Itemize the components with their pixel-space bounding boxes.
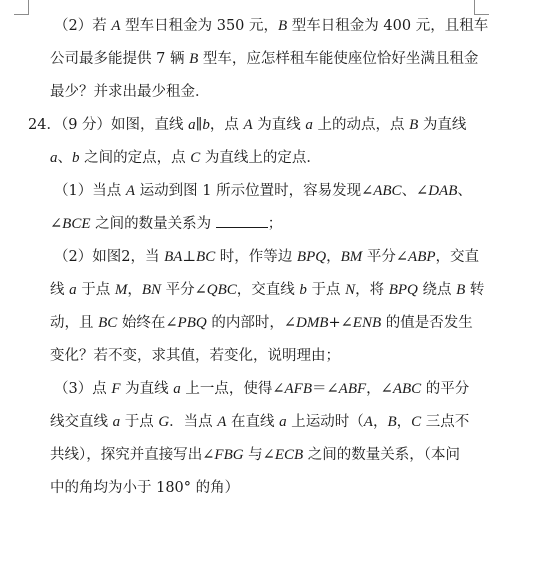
- text-run: 在直线: [226, 414, 280, 430]
- text-run: 共线），探究并直接写出∠: [50, 447, 215, 463]
- math-symbol: FBG: [214, 447, 244, 463]
- math-symbol: BC: [196, 249, 216, 265]
- math-symbol: BC: [98, 315, 118, 331]
- text-line: [50, 407, 469, 437]
- text-line: [54, 242, 479, 272]
- math-symbol: ECB: [274, 447, 304, 463]
- text-run: ，点: [209, 117, 244, 133]
- text-run: 最少？并求出最少租金．: [50, 84, 210, 100]
- text-run: 与∠: [243, 447, 275, 463]
- text-run: 于点: [306, 282, 346, 298]
- math-symbol: ABC: [373, 183, 402, 199]
- text-run: 上一点，使得∠: [180, 381, 285, 397]
- text-line: [50, 341, 340, 371]
- text-run: 中的角均为小于 180° 的角）: [50, 480, 240, 496]
- text-run: 为直线: [418, 117, 467, 133]
- text-run: 变化？若不变，求其值，若变化，说明理由；: [50, 348, 340, 364]
- math-symbol: DMB: [295, 315, 329, 331]
- math-symbol: N: [345, 282, 356, 298]
- math-symbol: a: [173, 381, 181, 397]
- text-run: ，∠: [366, 381, 393, 397]
- math-symbol: AFB: [284, 381, 312, 397]
- text-run: 为直线: [120, 381, 174, 397]
- text-line: [50, 473, 239, 503]
- text-run: 的内部时，∠: [206, 315, 296, 331]
- answer-blank: [216, 213, 268, 228]
- math-symbol: DAB: [428, 183, 458, 199]
- text-run: 为直线上的定点．: [200, 150, 321, 166]
- text-line: [50, 308, 473, 338]
- text-run: （1）当点: [54, 183, 126, 199]
- text-run: 、∠: [401, 183, 429, 199]
- text-run: 绕点: [417, 282, 457, 298]
- math-symbol: B: [456, 282, 466, 298]
- text-run: ，交直: [435, 249, 480, 265]
- math-symbol: BM: [340, 249, 363, 265]
- math-symbol: A: [125, 183, 136, 199]
- text-line: [50, 143, 321, 173]
- text-line: [50, 77, 210, 107]
- math-symbol: QBC: [206, 282, 237, 298]
- text-run: 三点不: [421, 414, 470, 430]
- text-run: 线: [50, 282, 70, 298]
- math-symbol: a: [305, 117, 313, 133]
- text-run: ∠: [50, 216, 63, 232]
- text-run: ，交直线: [236, 282, 300, 298]
- math-symbol: BN: [141, 282, 161, 298]
- text-line: [50, 209, 282, 239]
- text-run: （3）点: [54, 381, 112, 397]
- text-run: 时，作等边: [215, 249, 297, 265]
- math-symbol: b: [72, 150, 80, 166]
- text-run: ，: [326, 249, 341, 265]
- text-line: [28, 110, 466, 140]
- text-line: [54, 176, 472, 206]
- text-run: ，: [372, 414, 388, 430]
- math-symbol: BPQ: [296, 249, 327, 265]
- text-run: 的值是否发生: [381, 315, 473, 331]
- text-run: 线交直线: [50, 414, 113, 430]
- text-run: （2）如图2，当: [54, 249, 165, 265]
- math-symbol: ABP: [408, 249, 436, 265]
- text-run: 始终在∠: [117, 315, 178, 331]
- text-run: 为直线: [252, 117, 306, 133]
- math-symbol: C: [190, 150, 201, 166]
- text-line: [54, 11, 488, 41]
- text-run: 24．（9 分）如图，直线: [28, 117, 189, 133]
- text-run: 之间的定点，点: [79, 150, 191, 166]
- math-symbol: PBQ: [177, 315, 207, 331]
- math-symbol: A: [111, 18, 121, 34]
- math-symbol: a: [69, 282, 77, 298]
- math-symbol: a: [112, 414, 121, 430]
- math-symbol: BPQ: [388, 282, 418, 298]
- text-run: 、: [457, 183, 472, 199]
- text-run: 上的动点，点: [312, 117, 410, 133]
- text-run: ＝∠: [312, 381, 339, 397]
- math-symbol: A: [363, 414, 373, 430]
- math-symbol: BCE: [62, 216, 91, 232]
- math-symbol: C: [411, 414, 422, 430]
- math-symbol: a: [279, 414, 287, 430]
- math-symbol: A: [217, 414, 227, 430]
- text-run: 公司最多能提供 7 辆: [50, 51, 190, 67]
- math-symbol: F: [111, 381, 121, 397]
- text-run: 于点: [76, 282, 115, 298]
- text-run: 型车日租金为 400 元，且租车: [287, 18, 489, 34]
- text-run: 型车日租金为 350 元，: [120, 18, 279, 34]
- page-corner-mark-left: [14, 0, 29, 15]
- math-symbol: ABF: [338, 381, 367, 397]
- text-run: ．当点: [169, 414, 218, 430]
- text-run: 、: [57, 150, 72, 166]
- text-run: ∥: [195, 117, 203, 133]
- text-line: [50, 275, 484, 305]
- text-run: ⊥: [182, 249, 197, 265]
- text-run: ，将: [355, 282, 389, 298]
- text-run: 型车，应怎样租车能使座位恰好坐满且租金: [198, 51, 479, 67]
- math-symbol: ABC: [392, 381, 422, 397]
- math-symbol: ENB: [352, 315, 382, 331]
- text-run: 平分∠: [362, 249, 409, 265]
- text-run: ，: [127, 282, 142, 298]
- text-run: 之间的数量关系，（本问: [303, 447, 461, 463]
- text-run: 之间的数量关系为: [90, 216, 216, 232]
- math-symbol: G: [158, 414, 170, 430]
- text-run: 于点: [120, 414, 159, 430]
- text-run: +∠: [328, 315, 353, 331]
- text-run: ，: [396, 414, 412, 430]
- text-run: 的平分: [421, 381, 470, 397]
- math-symbol: B: [278, 18, 288, 34]
- math-symbol: a: [188, 117, 196, 133]
- math-symbol: a: [50, 150, 58, 166]
- text-line: [50, 440, 460, 470]
- math-symbol: B: [189, 51, 199, 67]
- math-symbol: A: [243, 117, 253, 133]
- text-run: 上运动时（: [286, 414, 364, 430]
- text-run: ；: [267, 216, 283, 232]
- text-run: 平分∠: [161, 282, 207, 298]
- text-run: （2）若: [54, 18, 112, 34]
- math-symbol: b: [202, 117, 210, 133]
- text-run: 动，且: [50, 315, 99, 331]
- math-symbol: M: [114, 282, 128, 298]
- text-run: 转: [465, 282, 485, 298]
- math-symbol: b: [299, 282, 307, 298]
- text-run: 运动到图 1 所示位置时，容易发现∠: [135, 183, 374, 199]
- math-symbol: B: [387, 414, 397, 430]
- text-line: [50, 44, 478, 74]
- math-symbol: B: [409, 117, 419, 133]
- math-symbol: BA: [164, 249, 183, 265]
- text-line: [54, 374, 469, 404]
